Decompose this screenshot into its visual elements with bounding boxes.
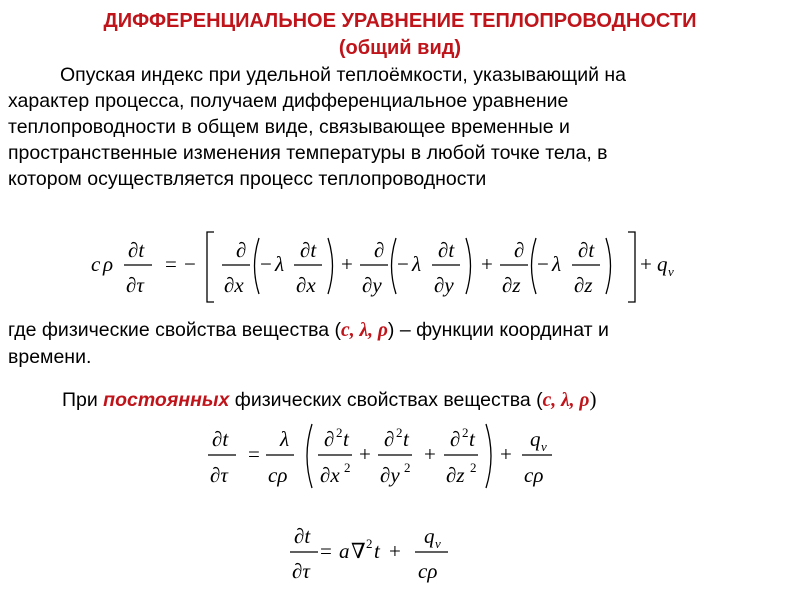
svg-text:∂t: ∂t: [578, 238, 595, 262]
svg-text:∂y: ∂y: [434, 273, 454, 297]
svg-text:−: −: [397, 252, 409, 276]
svg-text:∂z: ∂z: [502, 273, 521, 297]
where-text-after: ) – функции координат и: [387, 319, 609, 341]
svg-text:2: 2: [336, 425, 343, 440]
svg-text:∂x: ∂x: [296, 273, 316, 297]
svg-text:+: +: [500, 442, 512, 466]
svg-text:+: +: [640, 252, 652, 276]
svg-text:+: +: [389, 539, 401, 563]
svg-text:∂y: ∂y: [380, 463, 400, 487]
svg-text:=: =: [320, 539, 332, 563]
svg-text:=: =: [165, 252, 177, 276]
svg-text:t: t: [374, 539, 380, 563]
svg-text:2: 2: [344, 460, 351, 475]
where-line-2: времени.: [8, 346, 92, 368]
svg-text:λ: λ: [552, 252, 562, 276]
svg-text:∂τ: ∂τ: [126, 273, 144, 297]
const-text-after: физических свойствах вещества (: [229, 389, 543, 411]
svg-text:∂x: ∂x: [320, 463, 340, 487]
svg-text:∂t: ∂t: [294, 524, 311, 548]
svg-text:q: q: [657, 252, 668, 276]
svg-text:∂y: ∂y: [362, 273, 382, 297]
intro-line-2: характер процесса, получаем дифференциальное уравнение: [8, 90, 569, 112]
where-text-before: где физические свойства вещества (: [8, 319, 342, 341]
svg-text:∂τ: ∂τ: [210, 463, 228, 487]
svg-text:∂t: ∂t: [438, 238, 455, 262]
const-text-before: При: [62, 389, 104, 411]
svg-text:λ: λ: [275, 252, 285, 276]
svg-text:t: t: [343, 427, 349, 451]
svg-text:λ: λ: [412, 252, 422, 276]
svg-text:q: q: [530, 427, 541, 451]
svg-text:q: q: [424, 524, 435, 548]
where-symbols: с, λ, ρ: [341, 320, 388, 341]
title-line-2: (общий вид): [338, 37, 462, 59]
svg-text:∂: ∂: [450, 427, 461, 451]
svg-text:t: t: [469, 427, 475, 451]
svg-text:∂t: ∂t: [300, 238, 317, 262]
svg-text:∂t: ∂t: [212, 427, 229, 451]
const-close-paren: ): [589, 387, 597, 411]
svg-text:−: −: [260, 252, 272, 276]
svg-text:cρ: cρ: [418, 559, 438, 583]
intro-line-5: котором осуществляется процесс теплопроводности: [8, 168, 487, 190]
svg-text:v: v: [541, 439, 547, 454]
svg-text:+: +: [359, 442, 371, 466]
svg-text:ρ: ρ: [103, 252, 114, 276]
svg-text:t: t: [403, 427, 409, 451]
svg-text:∂z: ∂z: [574, 273, 593, 297]
svg-text:λ: λ: [280, 427, 290, 451]
const-symbols: с, λ, ρ: [542, 390, 590, 411]
svg-text:∂: ∂: [374, 238, 385, 262]
intro-line-4: пространственные изменения температуры в любой точке тела, в: [8, 142, 608, 164]
svg-text:+: +: [481, 252, 493, 276]
svg-text:+: +: [424, 442, 436, 466]
svg-text:a: a: [339, 539, 350, 563]
svg-text:∂x: ∂x: [224, 273, 244, 297]
title-line-1: ДИФФЕРЕНЦИАЛЬНОЕ УРАВНЕНИЕ ТЕПЛОПРОВОДНОСТИ: [103, 10, 697, 32]
svg-text:2: 2: [366, 536, 373, 551]
svg-text:∂z: ∂z: [446, 463, 465, 487]
svg-text:+: +: [341, 252, 353, 276]
svg-text:∂: ∂: [236, 238, 247, 262]
svg-text:2: 2: [462, 425, 469, 440]
svg-text:v: v: [668, 264, 674, 279]
svg-text:v: v: [435, 536, 441, 551]
svg-text:−: −: [184, 252, 196, 276]
intro-line-3: теплопроводности в общем виде, связывающее временные и: [8, 116, 570, 138]
svg-text:∂τ: ∂τ: [292, 559, 310, 583]
svg-text:∂: ∂: [324, 427, 335, 451]
svg-text:cρ: cρ: [268, 463, 288, 487]
svg-text:=: =: [248, 442, 260, 466]
svg-text:2: 2: [404, 460, 411, 475]
svg-text:2: 2: [470, 460, 477, 475]
svg-text:cρ: cρ: [524, 463, 544, 487]
svg-text:∂: ∂: [514, 238, 525, 262]
svg-text:c: c: [91, 252, 101, 276]
svg-text:∇: ∇: [351, 539, 366, 563]
svg-text:−: −: [537, 252, 549, 276]
intro-line-1: Опуская индекс при удельной теплоёмкости, указывающий на: [60, 64, 627, 86]
const-emphasis: постоянных: [103, 389, 230, 411]
svg-text:∂: ∂: [384, 427, 395, 451]
svg-text:2: 2: [396, 425, 403, 440]
svg-text:∂t: ∂t: [128, 238, 145, 262]
